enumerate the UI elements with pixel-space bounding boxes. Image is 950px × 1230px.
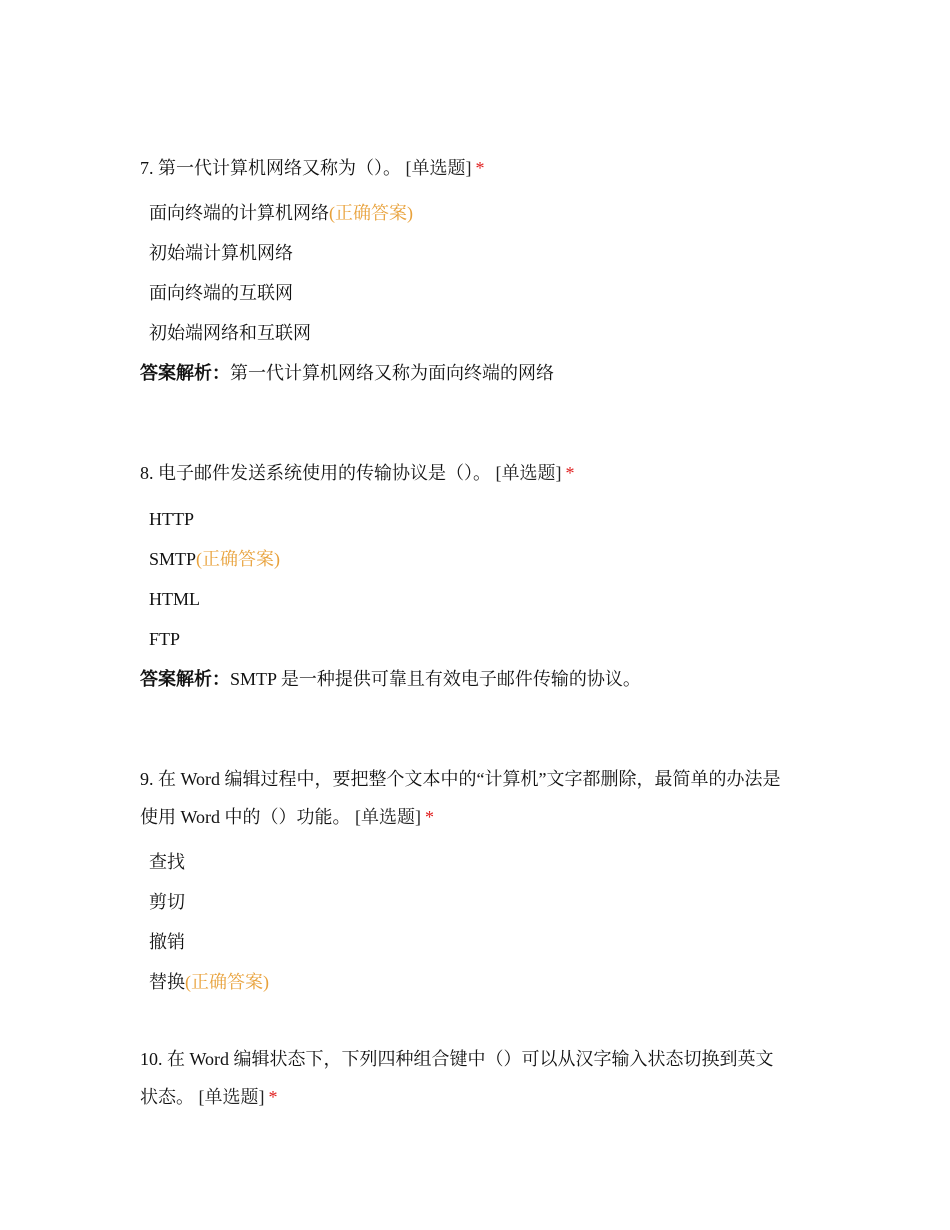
analysis-label: 答案解析：	[140, 669, 230, 689]
question-type: [单选题]	[495, 463, 562, 483]
answer-analysis	[140, 353, 820, 393]
required-mark: *	[425, 807, 435, 827]
option-item	[140, 882, 820, 922]
question-title	[140, 760, 820, 836]
question-text: 第一代计算机网络又称为（）。	[158, 158, 401, 178]
required-mark: *	[475, 158, 485, 178]
option-item	[140, 619, 820, 659]
question-text-line1: 在 Word 编辑过程中，要把整个文本中的“计算机”文字都删除，最简单的办法是	[158, 769, 781, 789]
required-mark: *	[268, 1087, 278, 1107]
question-title	[140, 149, 820, 187]
option-text: 面向终端的计算机网络	[149, 203, 329, 223]
question-title	[140, 454, 820, 492]
option-list	[140, 499, 820, 659]
option-text: SMTP	[149, 549, 197, 569]
question-number: 7.	[140, 158, 154, 178]
analysis-label: 答案解析：	[140, 363, 230, 383]
question-9	[140, 760, 820, 1002]
option-list	[140, 193, 820, 353]
option-text: HTTP	[149, 509, 194, 529]
question-number: 10.	[140, 1049, 163, 1069]
option-item	[140, 922, 820, 962]
required-mark: *	[565, 463, 575, 483]
analysis-text: SMTP 是一种提供可靠且有效电子邮件传输的协议。	[230, 669, 641, 689]
question-title	[140, 1040, 820, 1116]
option-item	[140, 273, 820, 313]
question-text-line1: 在 Word 编辑状态下，下列四种组合键中（）可以从汉字输入状态切换到英文	[167, 1049, 774, 1069]
option-item	[140, 499, 820, 539]
option-item	[140, 193, 820, 233]
option-item	[140, 842, 820, 882]
option-text: HTML	[149, 589, 200, 609]
option-text: 替换	[149, 972, 185, 992]
question-text-line2: 使用 Word 中的（）功能。	[140, 807, 351, 827]
question-number: 8.	[140, 463, 154, 483]
option-text: 撤销	[149, 932, 185, 952]
question-type: [单选题]	[198, 1087, 265, 1107]
option-item	[140, 962, 820, 1002]
question-type: [单选题]	[405, 158, 472, 178]
correct-answer-tag: (正确答案)	[185, 972, 269, 992]
option-text: 查找	[149, 852, 185, 872]
option-list	[140, 842, 820, 1002]
option-text: FTP	[149, 629, 181, 649]
question-text-line2: 状态。	[140, 1087, 194, 1107]
option-text: 剪切	[149, 892, 185, 912]
correct-answer-tag: (正确答案)	[196, 549, 281, 569]
question-8	[140, 454, 820, 699]
option-item	[140, 539, 820, 579]
option-text: 初始端计算机网络	[149, 243, 293, 263]
option-text: 初始端网络和互联网	[149, 323, 311, 343]
option-text: 面向终端的互联网	[149, 283, 293, 303]
analysis-text: 第一代计算机网络又称为面向终端的网络	[230, 363, 554, 383]
question-text: 电子邮件发送系统使用的传输协议是（）。	[158, 463, 491, 483]
option-item	[140, 579, 820, 619]
answer-analysis	[140, 659, 820, 699]
question-type: [单选题]	[355, 807, 422, 827]
option-item	[140, 233, 820, 273]
question-7	[140, 149, 820, 393]
option-item	[140, 313, 820, 353]
correct-answer-tag: (正确答案)	[329, 203, 413, 223]
question-10	[140, 1040, 820, 1116]
question-number: 9.	[140, 769, 154, 789]
